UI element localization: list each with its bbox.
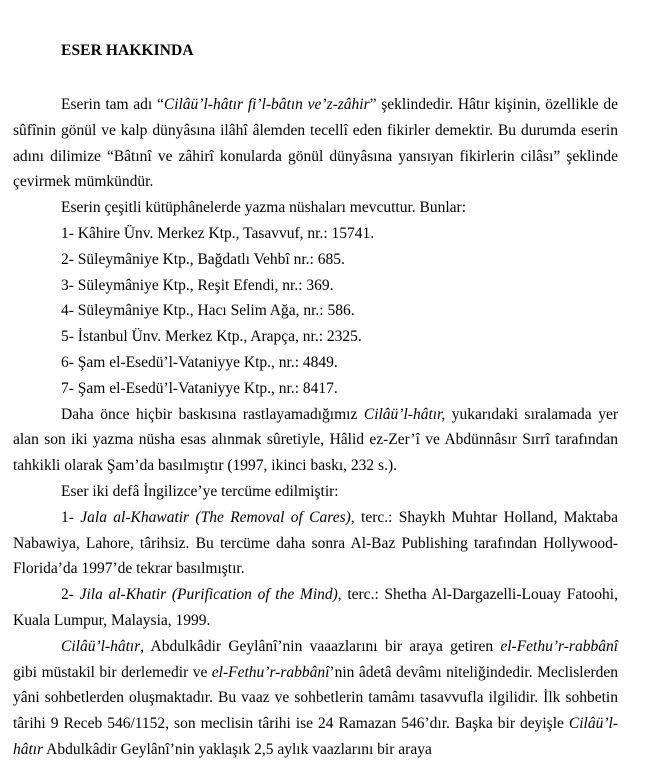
paragraph: Eser iki defâ İngilizce’ye tercüme edilmiştir: <box>61 482 339 500</box>
italic-title: Cilâü’l-hâtır fi’l-bâtın ve’z-zâhir <box>163 96 370 113</box>
italic-title: Cilâü’l-hâtır <box>61 637 141 655</box>
paragraph: Daha önce hiçbir baskısına rastlayamadığımız Cilâü’l-hâtır, yukarıdaki sıralamada yer alan son iki yazma nüsha esas alınmak sûretiyle, Hâlid ez-Zer’î ve Abdünnâsır Sırrî tarafından tahkikli olarak Şam’da basılmıştır (1997, ikinci baskı, 232 s.). <box>13 405 618 475</box>
section-heading: ESER HAKKINDA <box>61 42 194 59</box>
italic-title: Jila al-Khatir (Purification of the Mind) <box>79 586 338 604</box>
italic-title: el-Fethu’r-rabbânî <box>211 663 330 681</box>
list-item: 2- Süleymâniye Ktp., Bağdatlı Vehbî nr.: 685. <box>61 250 345 268</box>
italic-title: Cilâü’l-hâtır, <box>363 405 446 423</box>
paragraph: 1- Jala al-Khawatir (The Removal of Cares), terc.: Shaykh Muhtar Holland, Maktaba Nabawiya, Lahore, târihsiz. Bu tercüme daha sonra Al-Baz Publishing tarafından Hollywood-Florida’da 1997’de tekrar basılmıştır. <box>13 508 618 578</box>
paragraph: Cilâü’l-hâtır, Abdulkâdir Geylânî’nin vaaazlarını bir araya getiren el-Fethu’r-rabbânî gibi müstakil bir derlemedir ve el-Fethu’r-rabbânî’nin âdetâ devâmı niteliğindedir. Meclislerden yâni sohbetlerden oluşmaktadır. Bu vaaz ve sohbetlerin tamâmı tasavvufla ilgilidir. İlk sohbetin târihi 9 Receb 546/1152, son meclisin târihi ise 24 Ramazan 546’dır. Başka bir deyişle Cilâü’l-hâtır Abdulkâdir Geylânî’nin yaklaşık 2,5 aylık vaazlarını bir araya <box>13 637 618 758</box>
italic-title: Jala al-Khawatir (The Removal of Cares) <box>80 508 351 526</box>
list-item: 6- Şam el-Esedü’l-Vataniyye Ktp., nr.: 4849. <box>61 353 338 371</box>
list-item: 1- Kâhire Ünv. Merkez Ktp., Tasavvuf, nr.: 15741. <box>61 224 375 242</box>
paragraph: Eserin çeşitli kütüphânelerde yazma nüshaları mevcuttur. Bunlar: <box>61 199 467 217</box>
italic-title: Cilâü’l-hâtır <box>13 715 618 758</box>
paragraph: Eserin tam adı “Cilâü’l-hâtır fi’l-bâtın ve’z-zâhir” şeklindedir. Hâtır kişinin, özellikle de sûfînin gönül ve kalp dünyâsına ilâhî âlemden tecellî eden fikirler demektir. Bu durumda eserin adını dilimize “Bâtınî ve zâhirî konularda gönül dünyâsına yansıyan fikirlerin cilâsı” şeklinde çevirmek mümkündür. <box>13 96 618 191</box>
document-body <box>13 92 618 763</box>
list-item: 3- Süleymâniye Ktp., Reşit Efendi, nr.: 369. <box>61 276 334 294</box>
paragraph: 2- Jila al-Khatir (Purification of the Mind), terc.: Shetha Al-Dargazelli-Louay Fatoohi, Kuala Lumpur, Malaysia, 1999. <box>13 586 618 629</box>
list-item: 7- Şam el-Esedü’l-Vataniyye Ktp., nr.: 8417. <box>61 379 338 397</box>
list-item: 5- İstanbul Ünv. Merkez Ktp., Arapça, nr.: 2325. <box>61 328 362 346</box>
italic-title: el-Fethu’r-rabbânî <box>500 637 618 655</box>
list-item: 4- Süleymâniye Ktp., Hacı Selim Ağa, nr.: 586. <box>61 302 355 320</box>
